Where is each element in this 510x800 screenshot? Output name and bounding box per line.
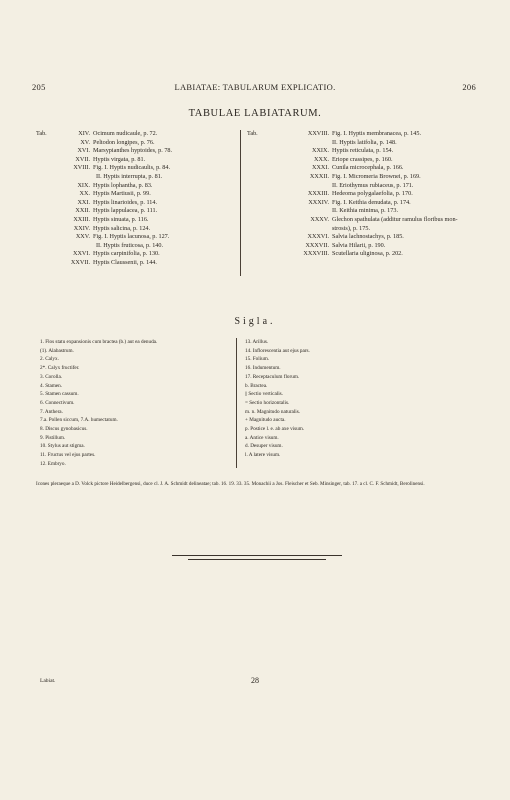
sigla-entry: + Magnitudo aucta.	[245, 417, 286, 424]
sigla-entry: 2. Calyx.	[40, 356, 59, 363]
plate-entry	[247, 225, 487, 234]
plate-number: XIX.	[77, 181, 90, 189]
page-number-right: 206	[462, 82, 476, 92]
plate-description: Scutellaria uliginosa, p. 202.	[332, 250, 403, 258]
plate-description: Fig. I. Micromeria Brownei, p. 169.	[332, 172, 421, 180]
sigla-entry: 14. Inflorescentia aut ejus pars.	[245, 347, 310, 354]
plate-number: XXXVI.	[307, 233, 329, 241]
plate-number: XXVIII.	[307, 130, 329, 137]
plate-prefix	[36, 139, 60, 148]
sigla-entry: 2*. Calyx fructifer.	[40, 365, 80, 372]
plate-entry	[36, 233, 232, 242]
plate-prefix	[247, 242, 271, 251]
sigla-entry: 3. Corolla.	[40, 373, 63, 380]
plate-entry	[247, 233, 487, 242]
sigla-list-right	[236, 338, 475, 468]
plate-prefix	[36, 190, 60, 199]
plate-number: XVIII.	[73, 164, 90, 172]
plate-prefix	[247, 216, 271, 225]
plate-description: Hyptis linarioides, p. 114.	[93, 198, 158, 206]
plate-prefix	[36, 259, 60, 268]
plate-prefix	[247, 156, 271, 165]
plate-description: Hyptis virgata, p. 81.	[93, 155, 146, 163]
plate-entry	[36, 182, 232, 191]
plate-prefix: Tab.	[247, 130, 258, 137]
plate-number: XXXVIII.	[303, 250, 329, 258]
plate-description: Salvia lachnostachys, p. 185.	[332, 233, 404, 241]
plate-number: XXX.	[314, 155, 329, 163]
plate-prefix: Tab.	[36, 130, 47, 137]
plate-description: Hyptis lophantha, p. 83.	[93, 181, 153, 189]
sigla-entry: 7.a. Pollen siccum, 7.A. humectatum.	[40, 417, 118, 424]
running-title: LABIATAE: TABULARUM EXPLICATIO.	[174, 82, 336, 92]
plate-entry	[36, 156, 232, 165]
plate-number: XXVII.	[70, 258, 90, 266]
sigla-entry: 15. Folium.	[245, 356, 270, 363]
plate-description: Fig. I. Keithia denudata, p. 174.	[332, 198, 411, 206]
plate-entry	[247, 147, 487, 156]
plate-description: II. Eriothymus rubiaceus, p. 171.	[332, 181, 414, 189]
plate-prefix	[247, 190, 271, 199]
plate-number: XVII.	[75, 155, 90, 163]
plate-number: XX.	[79, 190, 90, 198]
plate-number: XXIX.	[311, 147, 329, 155]
signature-mark: Labiat.	[40, 678, 56, 684]
plate-number: XXIV.	[73, 224, 90, 232]
illustration-credits: Icones pleraeque a D. Volck pictore Heidelbergensi, duce cl. J. A. Schmidt delineatae; tab. 16. 19. 33. 35. Monachii a Jos. Fleischer et Seb. Minsinger, tab. 17. a cl. C. F. Schmidt, Berolinensi.	[36, 481, 425, 487]
plate-entry	[36, 190, 232, 199]
plate-prefix	[36, 216, 60, 225]
sigla-entry: b. Bractea.	[245, 382, 268, 389]
plate-entry	[247, 242, 487, 251]
sigla-entry: d. Desuper visum.	[245, 443, 283, 450]
plate-description: Hyptis lappulacea, p. 111.	[93, 207, 158, 215]
page-title: TABULAE LABIATARUM.	[188, 108, 322, 119]
sigla-entry: 4. Stamen.	[40, 382, 63, 389]
plate-entry	[36, 242, 232, 251]
plate-number: XIV.	[78, 130, 90, 137]
plate-number: XXXIV.	[308, 198, 329, 206]
plate-prefix	[36, 147, 60, 156]
plate-number: XXXV.	[310, 215, 329, 223]
plate-description: Ocimum nudicaule, p. 72.	[93, 130, 158, 137]
plate-description: II. Hyptis interrupta, p. 81.	[96, 172, 163, 180]
plate-number: XXII.	[75, 207, 90, 215]
plate-description: Hedeoma polygalaefolia, p. 170.	[332, 190, 413, 198]
plate-description: Hyptis reticulata, p. 154.	[332, 147, 394, 155]
sigla-entry: m. n. Magnitudo naturalis.	[245, 408, 301, 415]
plate-prefix	[247, 233, 271, 242]
sigla-entry: 16. Indumentum.	[245, 365, 281, 372]
sigla-entry: 13. Arillus.	[245, 339, 269, 345]
plates-list-right	[240, 130, 487, 276]
plate-description: Hyptis sinuata, p. 116.	[93, 215, 149, 223]
plate-prefix	[247, 147, 271, 156]
divider-rule	[172, 555, 342, 556]
plate-number: XXVI.	[72, 250, 90, 258]
plate-description: strosis), p. 175.	[332, 224, 370, 232]
plate-entry	[36, 173, 232, 182]
plate-entry	[247, 139, 487, 148]
plate-description: Marsypianthes hyptoides, p. 78.	[93, 147, 173, 155]
plate-entry	[36, 250, 232, 259]
plate-description: Salvia Hilarii, p. 190.	[332, 241, 386, 249]
plate-entry	[36, 130, 232, 139]
plate-number: XVI.	[77, 147, 90, 155]
plate-entry	[247, 250, 487, 259]
sigla-entry: 10. Stylus aut stigma.	[40, 443, 85, 450]
sigla-entry: (1). Alabastrum.	[40, 347, 74, 354]
divider-rule-thin	[188, 559, 326, 560]
plate-entry	[247, 164, 487, 173]
plate-description: Peltodon longipes, p. 76.	[93, 138, 155, 146]
plate-number: XV.	[80, 138, 90, 146]
plate-entry	[36, 225, 232, 234]
plate-description: Hyptis Claussenii, p. 144.	[93, 258, 157, 266]
plate-prefix	[36, 182, 60, 191]
plate-number: XXXII.	[309, 172, 329, 180]
plate-prefix	[36, 250, 60, 259]
sigla-entry: 5. Stamen cassum.	[40, 391, 79, 398]
plate-description: Hyptis salicina, p. 124.	[93, 224, 151, 232]
plate-description: II. Keithia minima, p. 173.	[332, 207, 398, 215]
plate-entry	[247, 182, 487, 191]
plate-description: Eriope crassipes, p. 160.	[332, 155, 393, 163]
plate-entry	[36, 199, 232, 208]
plate-entry	[247, 130, 487, 139]
plate-entry	[36, 207, 232, 216]
plate-prefix	[36, 199, 60, 208]
plate-entry	[247, 173, 487, 182]
plate-number: XXI.	[77, 198, 90, 206]
plate-entry	[247, 207, 487, 216]
sigla-entry: 8. Discus gynobasicus.	[40, 426, 88, 433]
plate-number: XXXVII.	[305, 241, 329, 249]
sigla-entry: l. A latere visum.	[245, 452, 281, 459]
plate-entry	[36, 216, 232, 225]
plate-number: XXXIII.	[307, 190, 329, 198]
plate-description: II. Hyptis fruticosa, p. 140.	[96, 241, 164, 249]
plate-prefix	[247, 173, 271, 182]
plate-entry	[36, 147, 232, 156]
plate-number: XXV.	[75, 233, 90, 241]
sigla-entry: 11. Fructus vel ejus partes.	[40, 452, 96, 459]
plate-prefix	[36, 207, 60, 216]
sigla-list-left	[40, 338, 230, 469]
plate-entry	[36, 259, 232, 268]
plate-entry	[247, 199, 487, 208]
sigla-heading: Sigla.	[234, 316, 276, 327]
page-number-left: 205	[32, 82, 46, 92]
plate-entry	[247, 216, 487, 225]
plate-description: Fig. I. Hyptis membranacea, p. 145.	[332, 130, 422, 137]
plate-number: XXXI.	[311, 164, 329, 172]
plate-prefix	[247, 164, 271, 173]
plate-entry	[247, 156, 487, 165]
sigla-entry: 9. Pistillum.	[40, 434, 66, 441]
plate-description: Hyptis carpinifolia, p. 130.	[93, 250, 160, 258]
plate-prefix	[36, 225, 60, 234]
plate-number: XXIII.	[73, 215, 90, 223]
sigla-entry: || Sectio verticalis.	[245, 391, 283, 398]
sigla-entry: = Sectio horizontalis.	[245, 399, 290, 406]
plate-prefix	[36, 156, 60, 165]
sigla-entry: 12. Embryo.	[40, 460, 66, 467]
sigla-entry: 17. Receptaculum florum.	[245, 373, 300, 380]
sigla-entry: a. Antice visum.	[245, 434, 279, 441]
plate-description: II. Hyptis latifolia, p. 148.	[332, 138, 397, 146]
plate-prefix	[36, 233, 60, 242]
plate-description: Fig. I. Hyptis lacunosa, p. 127.	[93, 233, 170, 241]
plate-description: Cunila microcephala, p. 166.	[332, 164, 404, 172]
plate-entry	[36, 139, 232, 148]
plate-entry	[36, 164, 232, 173]
plate-description: Glechon spathulata (additur ramulus floribus mon-	[332, 215, 458, 223]
plate-prefix	[247, 199, 271, 208]
plate-description: Fig. I. Hyptis nudicaulis, p. 84.	[93, 164, 170, 172]
sheet-number: 28	[251, 676, 259, 685]
plate-prefix	[247, 250, 271, 259]
plates-list-left	[36, 130, 232, 268]
sigla-entry: 6. Connectivum.	[40, 399, 75, 406]
plate-prefix	[36, 164, 60, 173]
sigla-entry: 1. Flos statu expansionis cum bractea (b.) aut ea denuda.	[40, 339, 158, 345]
sigla-entry: p. Postice l. e. ab axe visum.	[245, 426, 305, 433]
sigla-entry: 7. Anthera.	[40, 408, 63, 415]
plate-description: Hyptis Martiusii, p. 99.	[93, 190, 151, 198]
plate-entry	[247, 190, 487, 199]
